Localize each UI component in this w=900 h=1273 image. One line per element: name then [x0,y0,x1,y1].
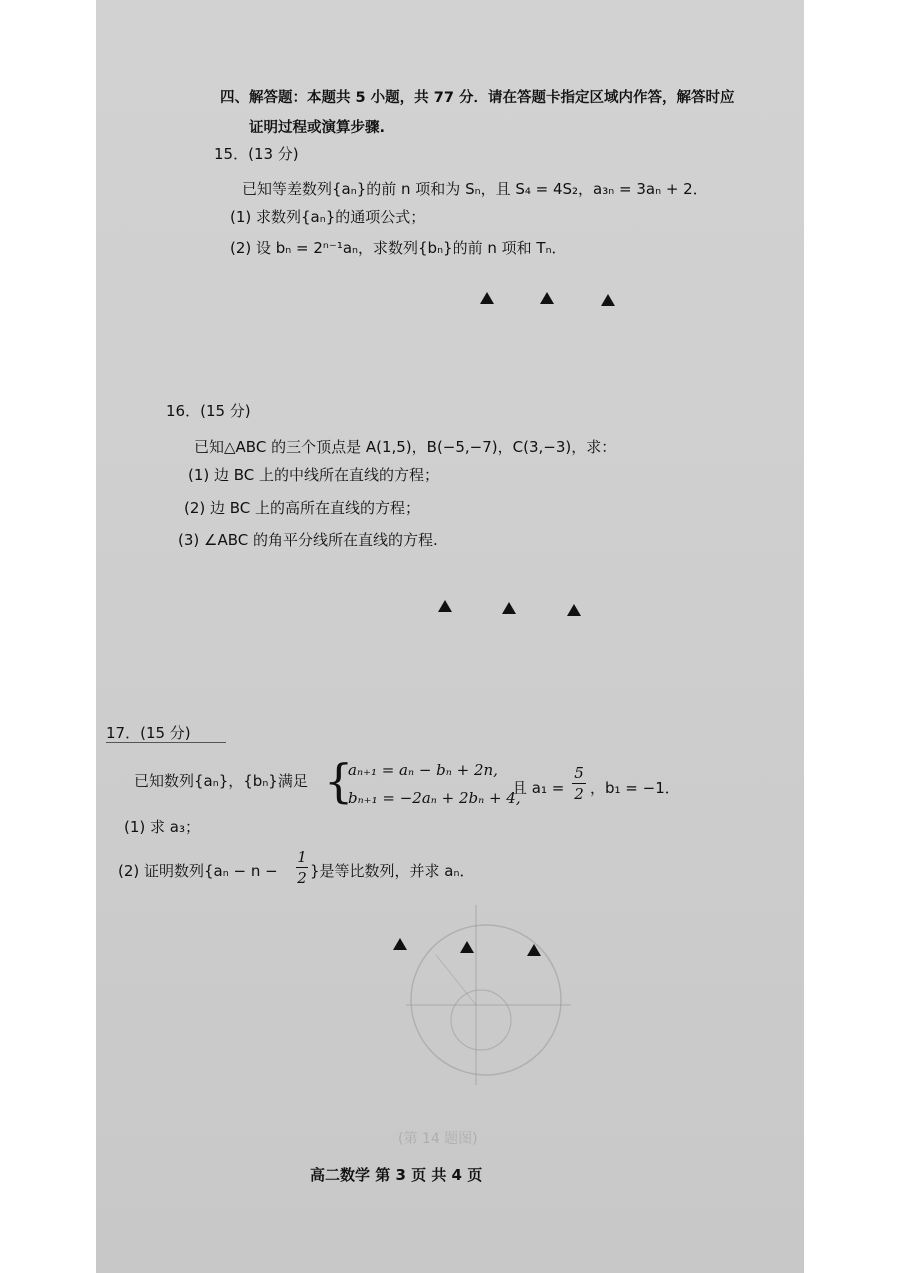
answer-space-triangle-icon [540,292,554,304]
q17-half-numerator: 1 [297,848,307,866]
q16-part1: (1) 边 BC 上的中线所在直线的方程； [188,466,440,484]
q17-half-fraction [296,848,308,887]
q17-condition-prefix: 且 a₁ = [512,779,565,797]
q17-condition-suffix: ，b₁ = −1． [590,779,680,797]
answer-space-triangle-icon [567,604,581,616]
q15-part1: (1) 求数列{aₙ}的通项公式； [230,208,426,226]
q17-part1: (1) 求 a₃； [124,818,200,836]
exam-page [96,0,804,1273]
q17-eq2: bₙ₊₁ = −2aₙ + 2bₙ + 4, [348,789,521,807]
page-footer: 高二数学 第 3 页 共 4 页 [310,1166,483,1184]
q17-half-denominator: 2 [297,869,307,887]
answer-space-triangle-icon [601,294,615,306]
q17-number-underline [106,742,226,743]
q15-stem: 已知等差数列{aₙ}的前 n 项和为 Sₙ，且 S₄ = 4S₂，a₃ₙ = 3aₙ + 2． [242,180,708,198]
q16-number: 16．(15 分) [166,402,251,420]
answer-space-triangle-icon [502,602,516,614]
q15-part2: (2) 设 bₙ = 2ⁿ⁻¹aₙ，求数列{bₙ}的前 n 项和 Tₙ． [230,239,567,257]
q17-a1-denominator: 2 [574,785,584,803]
q17-system-brace: { [324,754,354,808]
answer-space-triangle-icon [480,292,494,304]
q16-part2: (2) 边 BC 上的高所在直线的方程； [184,499,421,517]
bleed-through-caption: (第 14 题图) [398,1131,478,1147]
fraction-bar [296,867,308,868]
q17-number: 17．(15 分) [106,724,191,742]
q16-part3: (3) ∠ABC 的角平分线所在直线的方程. [178,531,438,549]
section-heading-continued: 证明过程或演算步骤. [249,120,386,136]
q15-number: 15．(13 分) [214,145,299,163]
q16-stem: 已知△ABC 的三个顶点是 A(1,5)，B(−5,−7)，C(3,−3)，求： [194,438,617,456]
answer-space-triangle-icon [527,944,541,956]
section-heading: 四、解答题：本题共 5 小题，共 77 分．请在答题卡指定区域内作答，解答时应 [220,90,735,106]
q17-stem-prefix: 已知数列{aₙ}，{bₙ}满足 [134,772,308,790]
q17-a1-numerator: 5 [574,764,584,782]
answer-space-triangle-icon [460,941,474,953]
q17-eq1: aₙ₊₁ = aₙ − bₙ + 2n, [348,761,498,779]
answer-space-triangle-icon [393,938,407,950]
q17-a1-fraction [572,764,586,803]
bleed-through-circle-figure [396,900,576,1090]
q17-part2-prefix: (2) 证明数列{aₙ − n − [118,862,278,880]
q17-part2-suffix: }是等比数列，并求 aₙ． [310,862,475,880]
answer-space-triangle-icon [438,600,452,612]
fraction-bar [572,783,586,784]
